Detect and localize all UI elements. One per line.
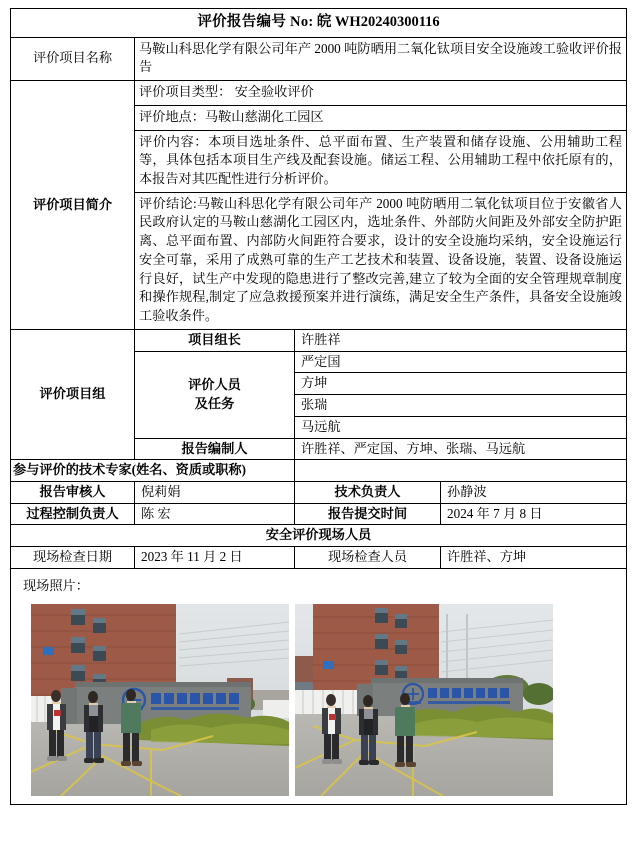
process-control-label: 过程控制负责人 <box>11 503 135 525</box>
project-name-value: 马鞍山科思化学有限公司年产 2000 吨防晒用二氧化钛项目安全设施竣工验收评价报告 <box>135 37 627 80</box>
summary-place-value: 评价地点：马鞍山慈湖化工园区 <box>135 105 627 130</box>
project-name-label: 评价项目名称 <box>11 37 135 80</box>
table-row-experts <box>11 460 627 482</box>
member-value-4: 马远航 <box>295 416 627 438</box>
members-label <box>135 351 295 438</box>
member-value-3: 张瑞 <box>295 395 627 417</box>
inspect-date-label: 现场检查日期 <box>11 547 135 569</box>
compiler-label: 报告编制人 <box>135 438 295 460</box>
table-row-header <box>11 9 627 38</box>
reviewer-label: 报告审核人 <box>11 482 135 504</box>
member-value-2: 方坤 <box>295 373 627 395</box>
table-row-project-name <box>11 37 627 80</box>
process-control-value: 陈 宏 <box>135 503 295 525</box>
table-row-photos <box>11 568 627 804</box>
site-photo-right <box>295 604 553 796</box>
members-label-line1: 评价人员 <box>188 376 241 392</box>
tech-lead-label: 技术负责人 <box>295 482 441 504</box>
team-label: 评价项目组 <box>11 329 135 459</box>
reviewer-value: 倪莉娟 <box>135 482 295 504</box>
site-photo-left <box>31 604 289 796</box>
photos-label: 现场照片： <box>23 577 89 593</box>
table-row-summary-type <box>11 81 627 106</box>
members-label-line2: 及任务 <box>194 395 235 411</box>
table-row-reviewer <box>11 482 627 504</box>
submit-time-label: 报告提交时间 <box>295 503 441 525</box>
member-value-1: 严定国 <box>295 351 627 373</box>
table-row-process-control <box>11 503 627 525</box>
inspector-label: 现场检查人员 <box>295 547 441 569</box>
experts-value <box>295 460 627 482</box>
summary-conclusion-value: 评价结论:马鞍山科思化学有限公司年产 2000 吨防晒用二氧化钛项目位于安徽省人民政府认定的马鞍山慈湖化工园区内，选址条件、外部防火间距及外部安全防护距离、总平面布置、内部防火间距符合要求，设计的安全设施均采纳，安全设施运行安全可靠，采用了成熟可靠的生产工艺技术和装置、设备设施，装置、设备设施运行良好，试生产中发现的隐患进行了整改完善,建立了较为全面的安全管理规章制度和操作规程,制定了应急救援预案并进行演练，满足安全生产条件，具备安全设施竣工验收条件。 <box>135 192 627 329</box>
evaluation-report-table <box>10 8 627 805</box>
report-number-value: 皖 WH20240300116 <box>316 14 440 30</box>
table-row-team-leader <box>11 329 627 351</box>
summary-label: 评价项目简介 <box>11 81 135 330</box>
team-leader-label: 项目组长 <box>135 329 295 351</box>
team-leader-value: 许胜祥 <box>295 329 627 351</box>
summary-content-value: 评价内容：本项目选址条件、总平面布置、生产装置和储存设施、公用辅助工程等，具体包括本项目生产线及配套设施。储运工程、公用辅助工程中依托原有的，本报告对其匹配性进行分析评价。 <box>135 130 627 192</box>
experts-label: 参与评价的技术专家(姓名、资质或职称) <box>11 460 295 482</box>
report-number-cell <box>11 9 627 38</box>
inspector-value: 许胜祥、方坤 <box>441 547 627 569</box>
table-row-inspection <box>11 547 627 569</box>
summary-type-value: 评价项目类型： 安全验收评价 <box>135 81 627 106</box>
photo-row <box>21 604 618 796</box>
tech-lead-value: 孙静波 <box>441 482 627 504</box>
site-photo-left-graphic <box>31 604 289 796</box>
report-number-title: 评价报告编号 No: <box>197 14 314 30</box>
onsite-section-label: 安全评价现场人员 <box>11 525 627 547</box>
submit-time-value: 2024 年 7 月 8 日 <box>441 503 627 525</box>
photos-cell <box>11 568 627 804</box>
compiler-value: 许胜祥、严定国、方坤、张瑞、马远航 <box>295 438 627 460</box>
table-row-onsite-header <box>11 525 627 547</box>
inspect-date-value: 2023 年 11 月 2 日 <box>135 547 295 569</box>
site-photo-right-graphic <box>295 604 553 796</box>
